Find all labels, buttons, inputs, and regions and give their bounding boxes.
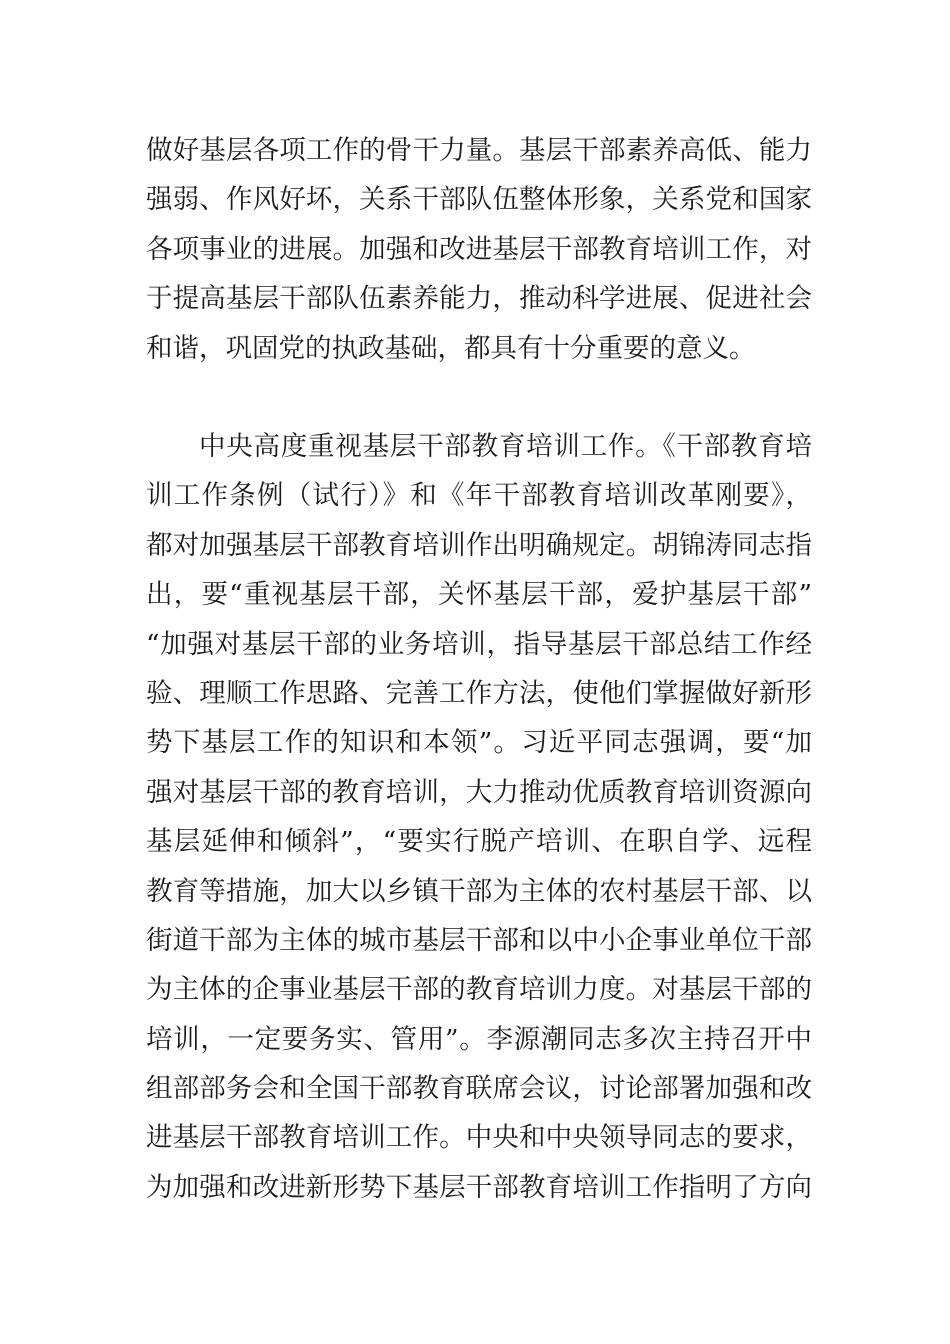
paragraph-line: 为主体的企事业基层干部的教育培训力度。对基层干部的 <box>146 974 812 1006</box>
paragraph-line: 验、理顺工作思路、完善工作方法，使他们掌握做好新形 <box>146 677 812 709</box>
paragraph-line: 培训，一定要务实、管用”。李源潮同志多次主持召开中 <box>146 1023 812 1055</box>
paragraph-line: 基层延伸和倾斜”，“要实行脱产培训、在职自学、远程 <box>146 826 812 858</box>
paragraph-line: 为加强和改进新形势下基层干部教育培训工作指明了方向 <box>146 1171 812 1203</box>
paragraph-line: 都对加强基层干部教育培训作出明确规定。胡锦涛同志指 <box>146 529 812 561</box>
paragraph-line: 进基层干部教育培训工作。中央和中央领导同志的要求， <box>146 1122 812 1154</box>
paragraph-line: 势下基层工作的知识和本领”。习近平同志强调，要“加 <box>146 727 812 759</box>
paragraph-1 <box>146 126 812 373</box>
paragraph-line: 出，要“重视基层干部，关怀基层干部，爱护基层干部” <box>146 579 812 611</box>
paragraph-line: 中央高度重视基层干部教育培训工作。《干部教育培 <box>199 431 812 462</box>
paragraph-line: 于提高基层干部队伍素养能力，推动科学进展、促进社会 <box>146 283 812 315</box>
paragraph-2 <box>146 422 812 1212</box>
paragraph-line: 各项事业的进展。加强和改进基层干部教育培训工作，对 <box>146 233 812 265</box>
paragraph-line: 强弱、作风好坏，关系干部队伍整体形象，关系党和国家 <box>146 184 812 216</box>
paragraph-line: 组部部务会和全国干部教育联席会议，讨论部署加强和改 <box>146 1073 812 1105</box>
paragraph-line: 做好基层各项工作的骨干力量。基层干部素养高低、能力 <box>146 135 812 166</box>
paragraph-line: 和谐，巩固党的执政基础，都具有十分重要的意义。 <box>146 332 756 364</box>
paragraph-line: 教育等措施，加大以乡镇干部为主体的农村基层干部、以 <box>146 875 812 907</box>
paragraph-line: 强对基层干部的教育培训，大力推动优质教育培训资源向 <box>146 776 812 808</box>
paragraph-line: 街道干部为主体的城市基层干部和以中小企事业单位干部 <box>146 924 812 956</box>
paragraph-line: “加强对基层干部的业务培训，指导基层干部总结工作经 <box>146 628 812 660</box>
paragraph-line: 训工作条例（试行）》和《年干部教育培训改革刚要》， <box>146 480 812 512</box>
